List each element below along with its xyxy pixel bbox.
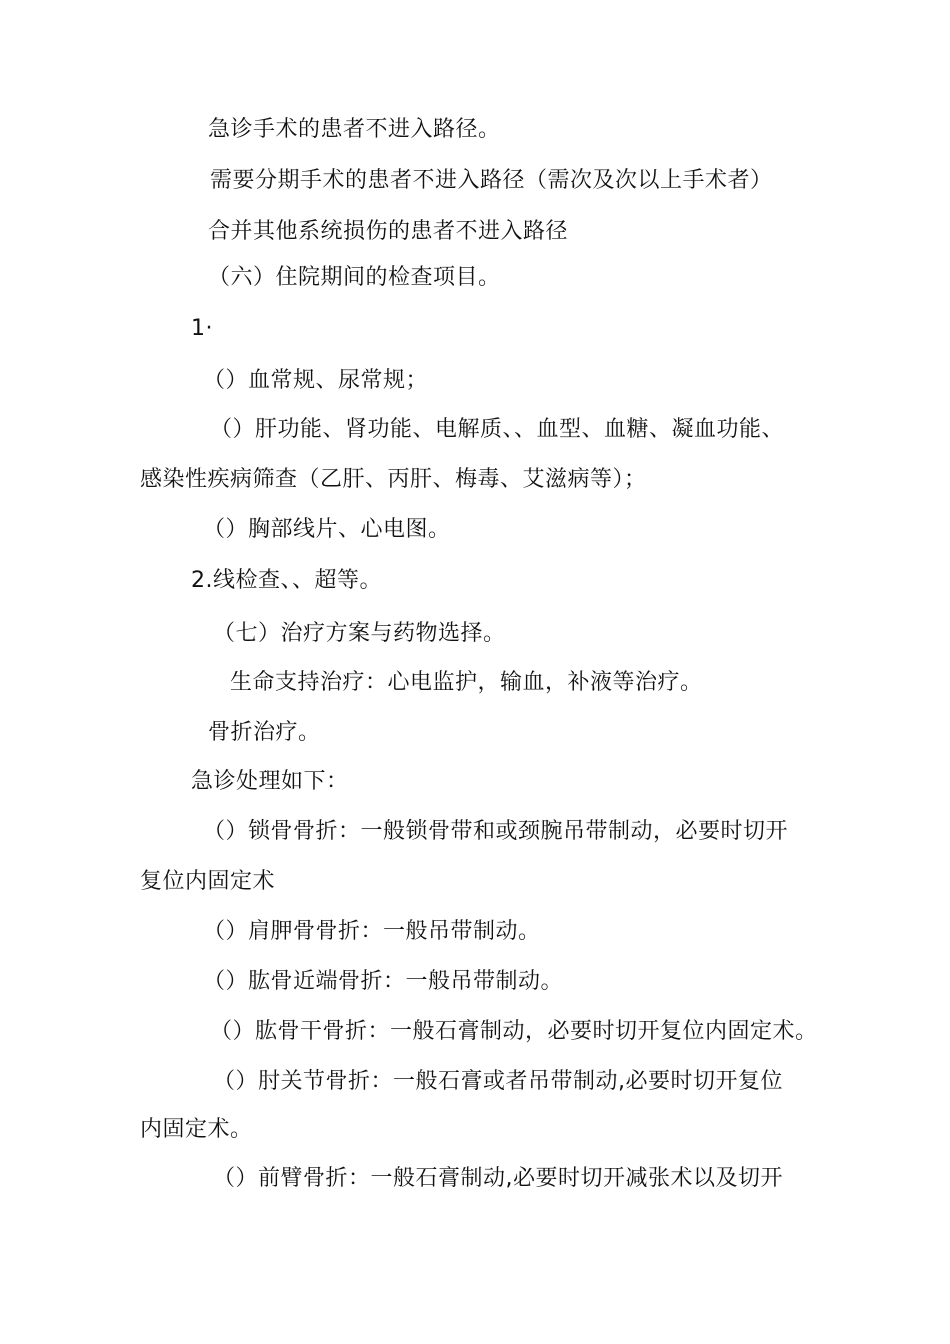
text-line: （）胸部线片、心电图。: [203, 517, 451, 542]
text-line: 复位内固定术: [140, 869, 276, 894]
text-line: 内固定术。: [140, 1117, 253, 1142]
text-line: 骨折治疗。: [208, 720, 321, 745]
section-heading: （六）住院期间的检查项目。: [208, 265, 501, 290]
text-line: （）肱骨近端骨折：一般吊带制动。: [203, 969, 564, 994]
text-line: 感染性疾病筛查（乙肝、丙肝、梅毒、艾滋病等）；: [140, 467, 647, 492]
text-line: （）肝功能、肾功能、电解质、、血型、血糖、凝血功能、: [210, 417, 785, 442]
text-line: （）血常规、尿常规；: [203, 368, 429, 393]
section-heading: （七）治疗方案与药物选择。: [213, 621, 506, 646]
text-line: 急诊手术的患者不进入路径。: [208, 117, 501, 142]
text-line: （）肱骨干骨折：一般石膏制动，必要时切开复位内固定术。: [210, 1019, 818, 1044]
text-line: （）肘关节骨折：一般石膏或者吊带制动,必要时切开复位: [213, 1069, 783, 1094]
text-line: （）肩胛骨骨折：一般吊带制动。: [203, 919, 541, 944]
text-line: （）前臂骨折：一般石膏制动,必要时切开减张术以及切开: [213, 1166, 783, 1191]
text-line: 2.线检查、、超等。: [191, 568, 382, 593]
text-line: 需要分期手术的患者不进入路径（需次及次以上手术者）: [210, 168, 773, 193]
text-line: 急诊处理如下：: [191, 769, 349, 794]
text-line: 合并其他系统损伤的患者不进入路径: [208, 219, 569, 244]
list-number: 1·: [191, 316, 213, 341]
text-line: （）锁骨骨折：一般锁骨带和或颈腕吊带制动，必要时切开: [203, 819, 789, 844]
text-line: 生命支持治疗：心电监护，输血，补液等治疗。: [230, 670, 703, 695]
